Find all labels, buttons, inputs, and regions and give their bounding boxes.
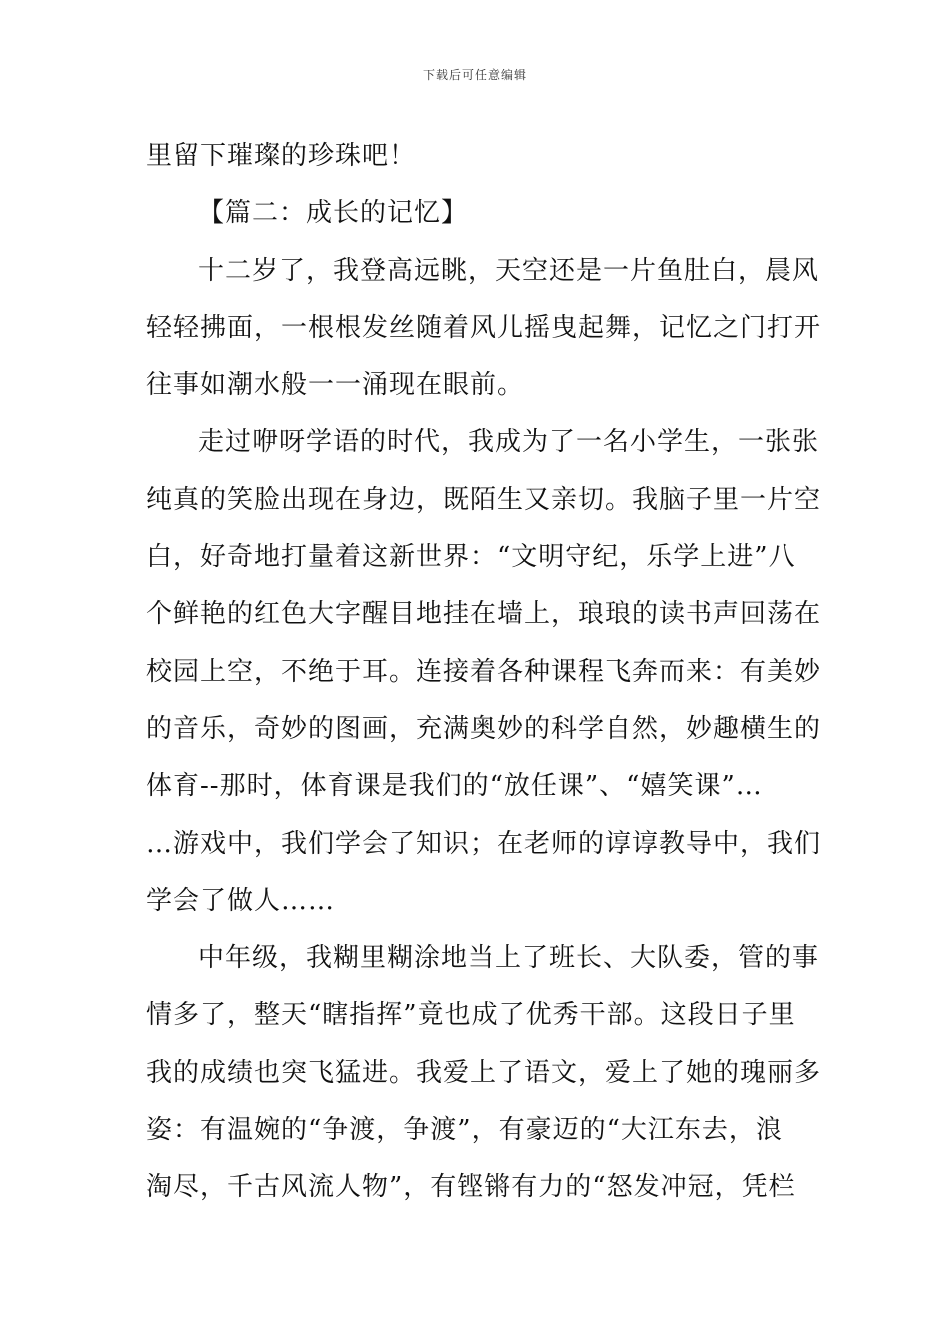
text-line: 十二岁了，我登高远眺，天空还是一片鱼肚白，晨风 bbox=[198, 255, 820, 286]
text-line: 轻轻拂面，一根根发丝随着风儿摇曳起舞，记忆之门打开 bbox=[146, 312, 822, 343]
text-line: 走过咿呀学语的时代，我成为了一名小学生，一张张 bbox=[198, 427, 820, 458]
text-line: 淘尽，千古风流人物”，有铿锵有力的“怒发冲冠，凭栏 bbox=[146, 1172, 796, 1203]
section-heading: 【篇二：成长的记忆】 bbox=[198, 198, 469, 229]
text-line: 往事如潮水般一一涌现在眼前。 bbox=[146, 370, 525, 401]
text-line: 里留下璀璨的珍珠吧！ bbox=[146, 141, 417, 171]
page-header-note: 下载后可任意编辑 bbox=[422, 68, 527, 82]
text-line: 体育--那时，体育课是我们的“放任课”、“嬉笑课”… bbox=[146, 771, 763, 802]
text-line: 中年级，我糊里糊涂地当上了班长、大队委，管的事 bbox=[198, 943, 820, 974]
document-body bbox=[146, 128, 822, 1217]
text-line: 白，好奇地打量着这新世界：“文明守纪，乐学上进”八 bbox=[146, 542, 796, 573]
text-line: 个鲜艳的红色大字醒目地挂在墙上，琅琅的读书声回荡在 bbox=[146, 599, 822, 630]
text-line: 学会了做人…… bbox=[146, 885, 336, 916]
text-line: 校园上空，不绝于耳。连接着各种课程飞奔而来：有美妙 bbox=[146, 656, 822, 687]
text-line: 姿：有温婉的“争渡，争渡”，有豪迈的“大江东去，浪 bbox=[146, 1115, 783, 1146]
text-line: 我的成绩也突飞猛进。我爱上了语文，爱上了她的瑰丽多 bbox=[146, 1057, 822, 1088]
text-line: 情多了，整天“瞎指挥”竟也成了优秀干部。这段日子里 bbox=[146, 1000, 796, 1031]
text-line: 的音乐，奇妙的图画，充满奥妙的科学自然，妙趣横生的 bbox=[146, 713, 822, 744]
text-line: …游戏中，我们学会了知识；在老师的谆谆教导中，我们 bbox=[146, 828, 822, 859]
text-line: 纯真的笑脸出现在身边，既陌生又亲切。我脑子里一片空 bbox=[146, 484, 822, 515]
